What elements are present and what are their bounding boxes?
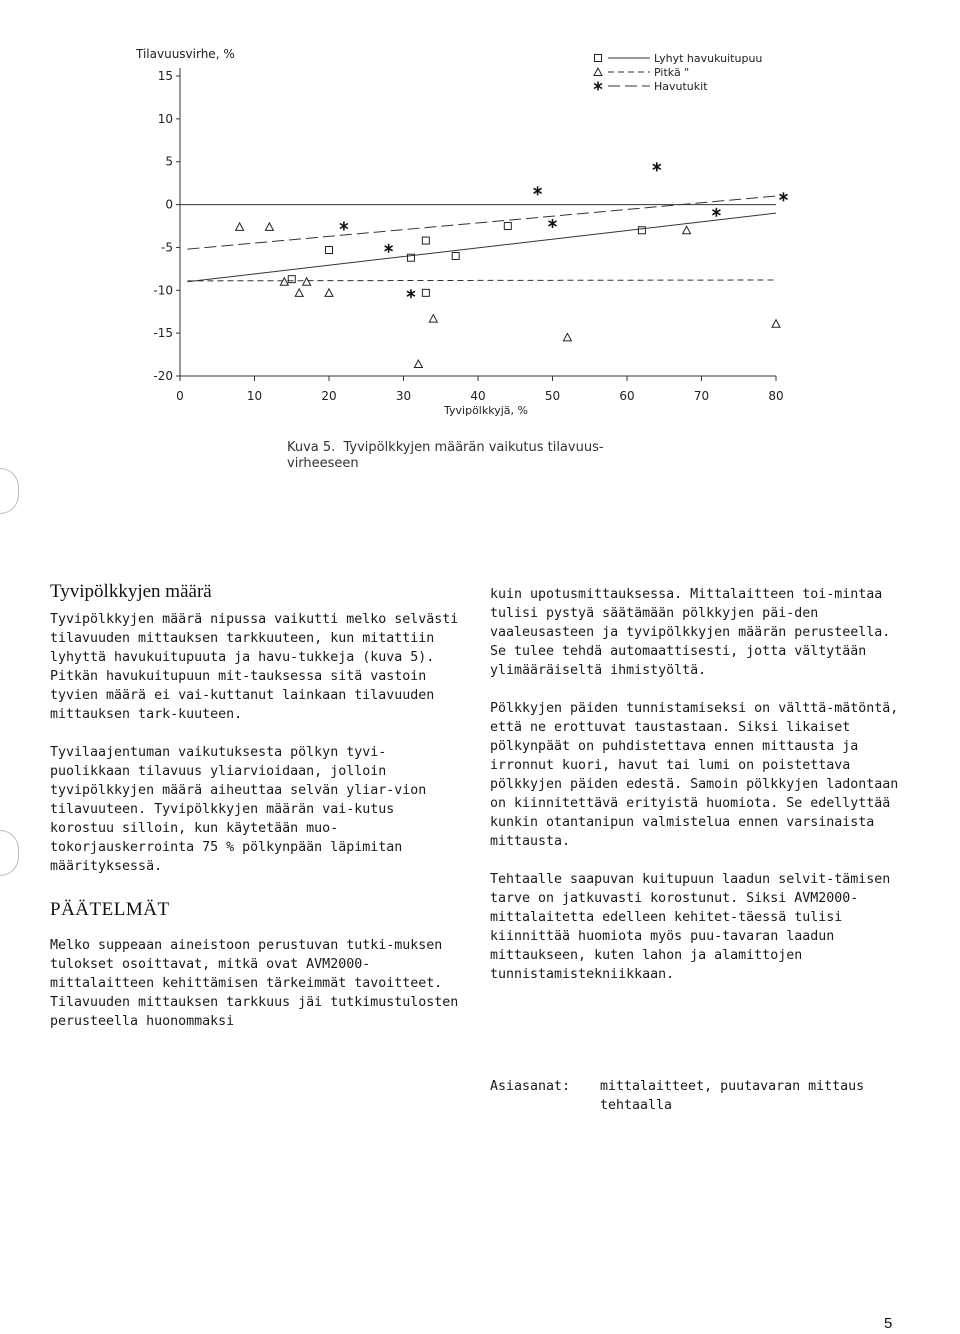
chart-axes	[135, 47, 784, 417]
data-point-star	[534, 186, 542, 195]
scatter-chart	[120, 36, 800, 417]
trend-line-triangle	[187, 280, 776, 281]
data-point-square	[452, 253, 459, 260]
legend-label: Havutukit	[654, 80, 708, 93]
y-tick-label: 15	[157, 69, 173, 83]
data-point-triangle	[683, 226, 691, 234]
keywords	[490, 1077, 870, 1115]
x-tick-label: 0	[176, 389, 184, 403]
data-point-star	[712, 208, 720, 217]
data-point-star	[779, 192, 787, 201]
trend-line-star	[187, 196, 776, 249]
data-point-square	[638, 227, 645, 234]
data-point-triangle	[280, 278, 288, 286]
data-point-triangle	[325, 289, 333, 297]
legend-marker-triangle	[594, 68, 602, 76]
paragraph: Pölkkyjen päiden tunnistamiseksi on välttä-mätöntä, että ne erottuvat taustastaan. Siksi likaiset pölkynpäät on puhdistettava ennen mittausta ja irronnut kuori, havut tai lumi on poistettava pölkkyjen päiden edestä. Samoin pölkkyjen ladontaan on kiinnitettävä erityistä huomiota. Se edellyttää kunkin otantanipun valmistelua ennen varsinaista mittausta.	[490, 701, 899, 849]
paragraph: Tehtaalle saapuvan kuitupuun laadun selvit-tämisen tarve on jatkuvasti korostunut. Siksi AVM2000-mittalaitetta edelleen kehitet-täessä tulisi kiinnittää huomiota myös puu-tavaran laadun mittaukseen, kuten lahon ja alamittojen tunnistamistekniikkaan.	[490, 872, 891, 982]
y-axis-label: Tilavuusvirhe, %	[136, 47, 235, 61]
section-heading: Tyvipölkkyjen määrä	[50, 581, 212, 602]
data-point-triangle	[429, 315, 437, 323]
paragraph: Melko suppeaan aineistoon perustuvan tutki-muksen tulokset osoittavat, mitkä ovat AVM2000-mittalaitteen kehittämisen tärkeimmät tavoitteet. Tilavuuden mittauksen tarkkuus jäi tutkimustulosten perusteella huonommaksi	[50, 938, 459, 1029]
figure-caption	[287, 440, 667, 472]
data-points	[236, 162, 788, 367]
binding-hole-mark	[0, 830, 19, 876]
page-number: 5	[884, 1315, 893, 1332]
data-point-triangle	[236, 223, 244, 231]
legend-label: Pitkä "	[654, 66, 690, 79]
data-point-triangle	[414, 360, 422, 368]
data-point-square	[504, 223, 511, 230]
data-point-triangle	[265, 223, 273, 231]
data-point-triangle	[295, 289, 303, 297]
data-point-square	[326, 247, 333, 254]
y-tick-label: 0	[165, 197, 173, 212]
legend-marker-star	[594, 82, 602, 91]
binding-hole-mark	[0, 468, 19, 514]
caption-text: Tyvipölkkyjen määrän vaikutus tilavuus-virheeseen	[287, 440, 604, 471]
x-tick-label: 10	[246, 389, 263, 403]
paragraph: kuin upotusmittauksessa. Mittalaitteen toi-mintaa tulisi pystyä säätämään pölkkyjen päi-den vaaleusasteen ja tyvipölkkyjen määrän perusteella. Se tulee tehdä automaattisesti, jotta vältytään ylimääräiseltä ihmistyöltä.	[490, 587, 891, 678]
x-tick-label: 60	[619, 389, 635, 403]
x-tick-label: 80	[768, 389, 784, 403]
legend-marker-square	[595, 55, 602, 62]
data-point-square	[288, 276, 295, 283]
y-tick-label: 10	[157, 111, 173, 126]
data-point-star	[407, 289, 415, 298]
paragraph: Tyvilaajentuman vaikutuksesta pölkyn tyvi-puolikkaan tilavuus yliarvioidaan, jolloin tyvipölkkyjen määrä aiheuttaa selvän yliar-vion tilavuuteen. Tyvipölkkyjen määrän vai-kutus korostuu silloin, kun käytetään muo-tokorjauskerrointa 75 % pölkynpään läpimitan määrityksessä.	[50, 745, 427, 874]
y-tick-label: 5	[165, 154, 173, 169]
data-point-triangle	[563, 333, 571, 341]
x-axis-label: Tyvipölkkyjä, %	[444, 404, 528, 417]
keywords-label: Asiasanat:	[490, 1079, 571, 1094]
y-tick-label: -10	[153, 283, 173, 298]
data-point-triangle	[303, 278, 311, 286]
trend-line-square	[187, 213, 776, 282]
data-point-triangle	[772, 320, 780, 328]
x-tick-label: 50	[544, 389, 561, 403]
data-point-square	[422, 237, 429, 244]
y-tick-label: -15	[153, 326, 173, 341]
right-column	[490, 585, 900, 1003]
trend-lines	[180, 196, 776, 282]
data-point-star	[653, 162, 661, 171]
legend-label: Lyhyt havukuitupuu	[654, 52, 763, 65]
left-column	[50, 580, 460, 1050]
data-point-star	[385, 244, 393, 253]
y-tick-label: -5	[161, 240, 173, 255]
x-tick-label: 70	[693, 389, 710, 403]
data-point-star	[340, 222, 348, 231]
y-tick-label: -20	[153, 369, 173, 383]
section-heading: PÄÄTELMÄT	[50, 899, 170, 920]
data-point-star	[549, 219, 557, 228]
data-point-square	[422, 289, 429, 296]
x-tick-label: 30	[395, 389, 412, 403]
keywords-value: mittalaitteet, puutavaran mittaus tehtaalla	[600, 1079, 865, 1113]
x-tick-label: 20	[321, 389, 337, 403]
chart-legend	[594, 52, 762, 93]
paragraph: Tyvipölkkyjen määrä nipussa vaikutti melko selvästi tilavuuden mittauksen tarkkuuteen, kun mitattiin lyhyttä havukuitupuuta ja havu-tukkeja (kuva 5). Pitkän havukuitupuun mit-tauksessa sitä vastoin tyvien määrä ei vai-kuttanut lainkaan tilavuuden mittauksen tark-kuuteen.	[50, 612, 459, 722]
caption-number: Kuva 5.	[287, 440, 336, 455]
x-tick-label: 40	[470, 389, 486, 403]
